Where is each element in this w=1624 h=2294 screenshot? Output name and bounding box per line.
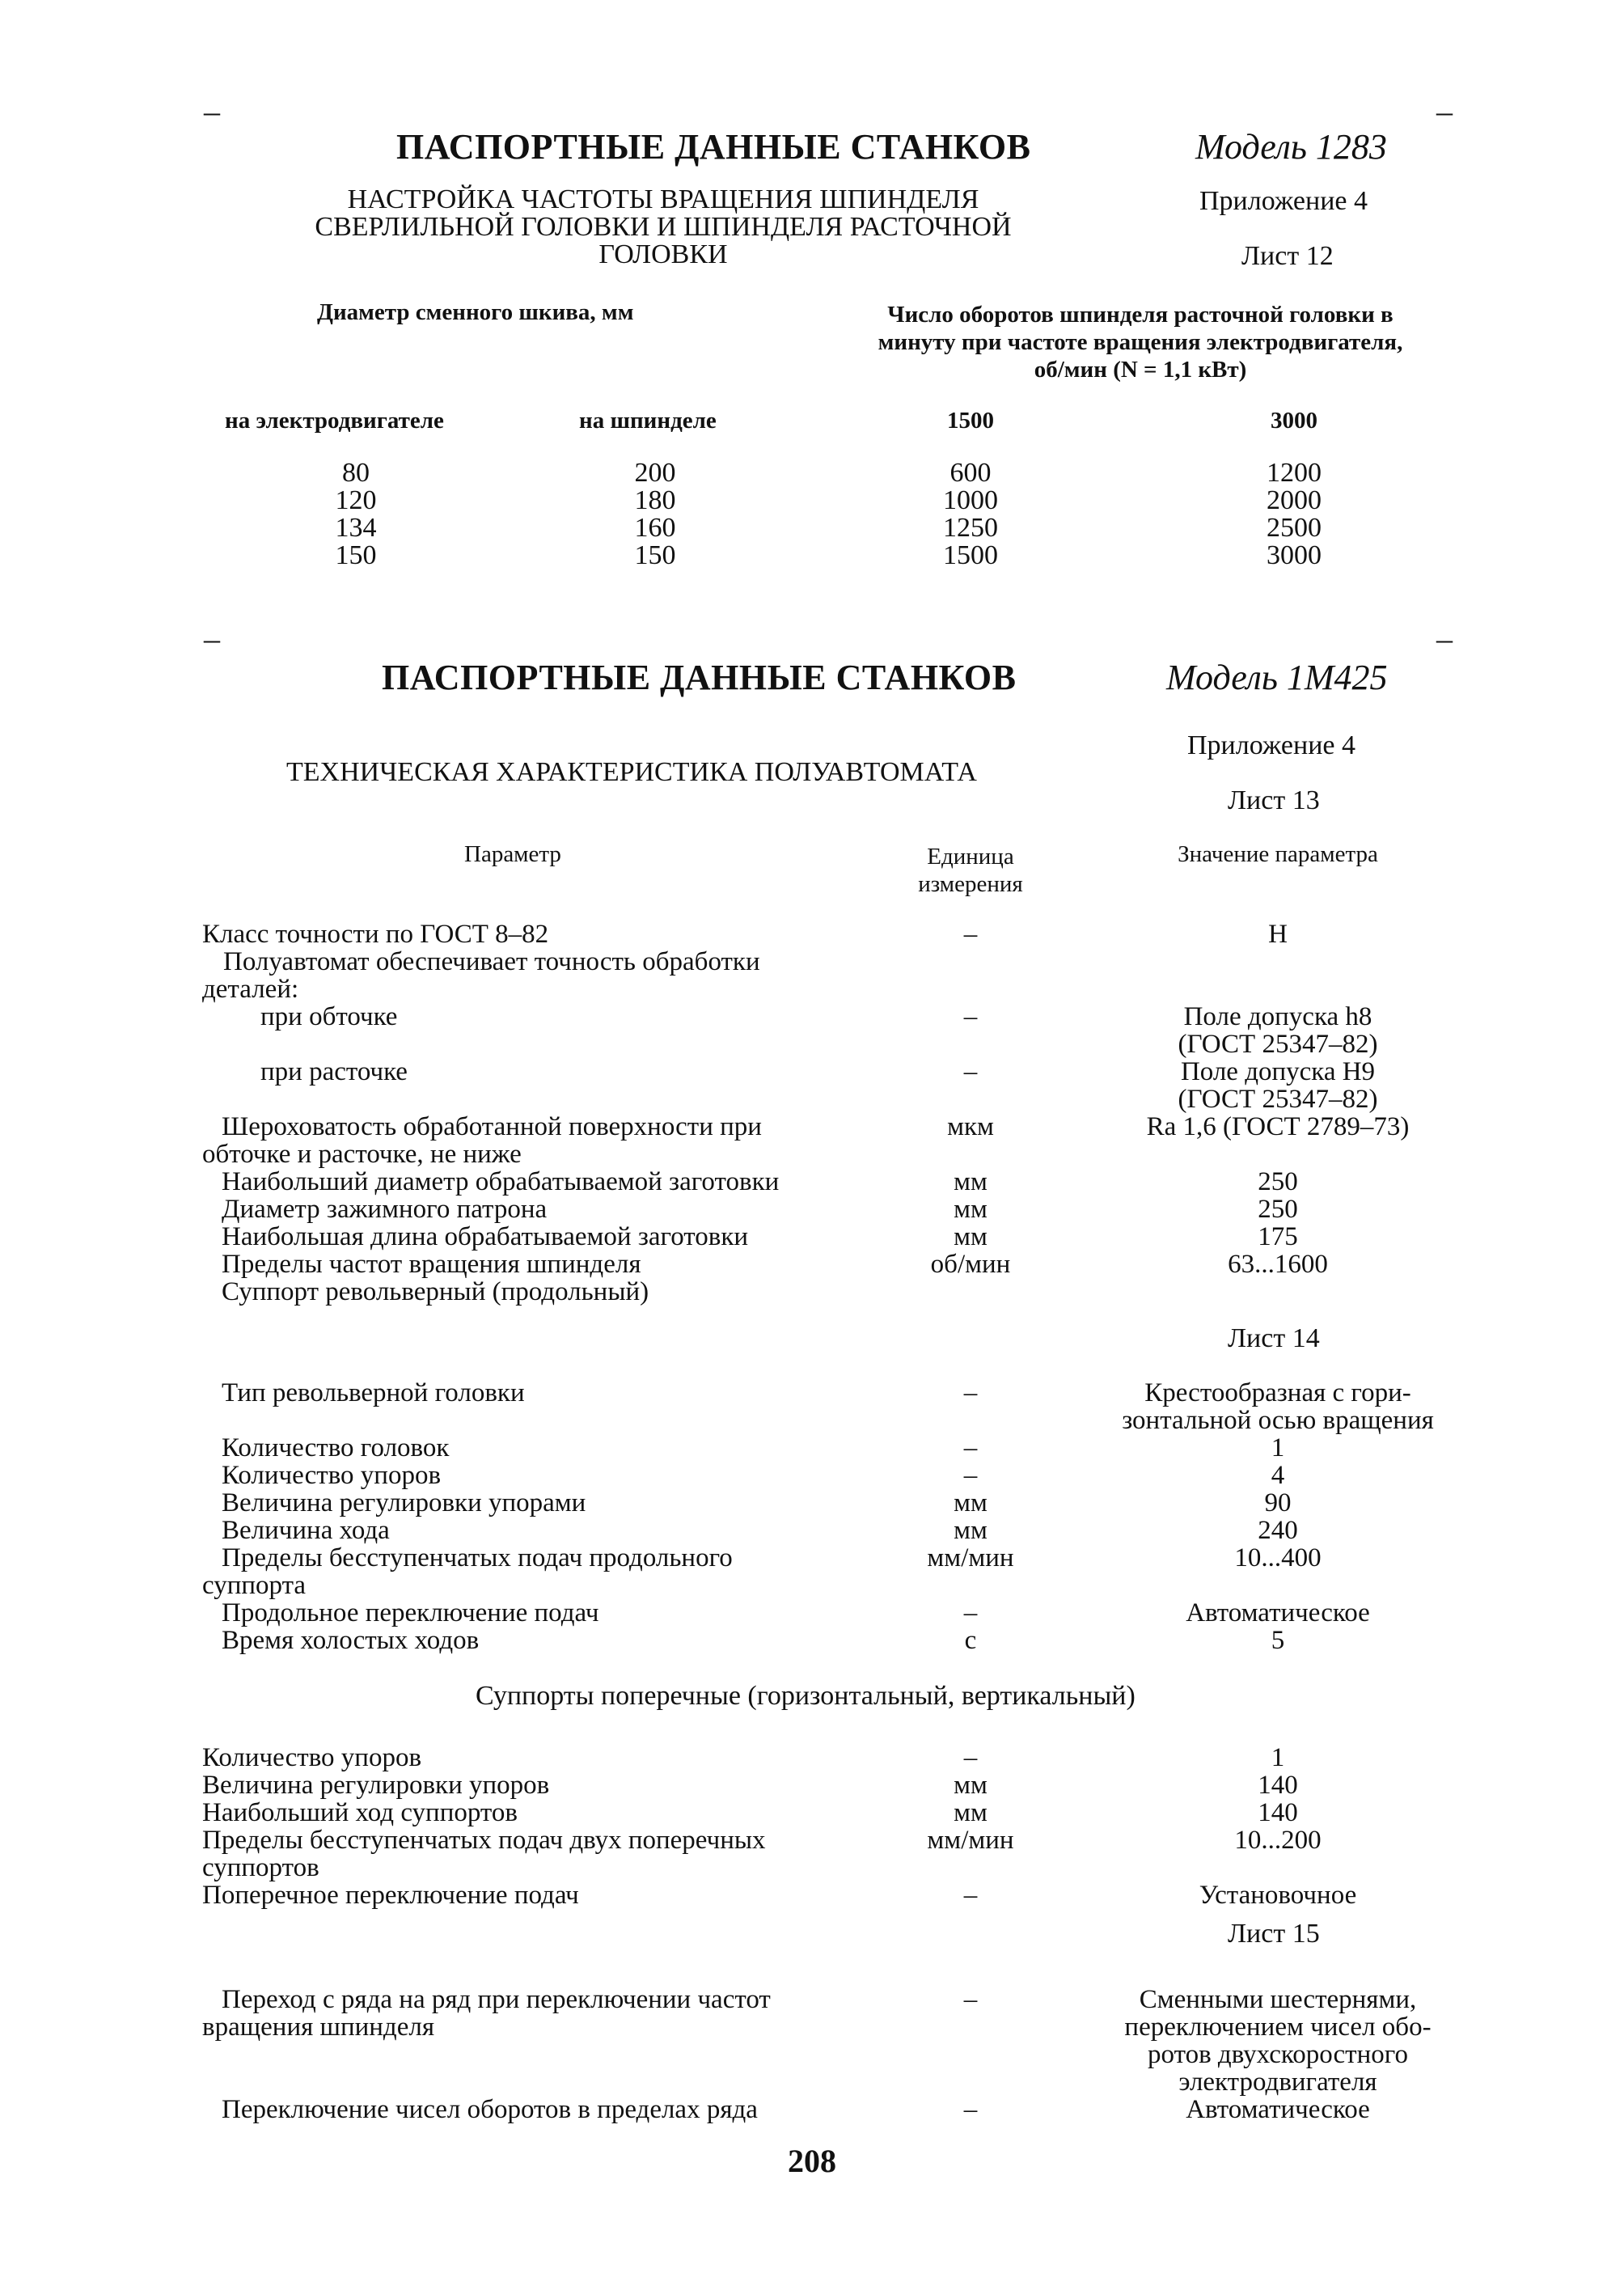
units-block-4 (873, 1986, 1068, 2123)
param-cell: Наибольший ход суппортов (202, 1798, 518, 1827)
col-1500-values (890, 459, 1051, 569)
param-cell: Переход с ряда на ряд при переключении частот (222, 1985, 771, 2014)
sheet-label-13: Лист 13 (1228, 785, 1320, 815)
values-block-3 (1084, 1744, 1472, 1909)
unit-cell (873, 1031, 1068, 1058)
sheet-label: Лист 12 (1241, 241, 1334, 271)
unit-cell: – (963, 1985, 978, 2014)
param-cell: вращения шпинделя (202, 2013, 435, 2042)
values-block-4 (1084, 1986, 1472, 2123)
header-line: минуту при частоте вращения электродвигателя, (878, 329, 1403, 355)
value-cell: Крестообразная с гори- (1144, 1378, 1411, 1407)
table-cell: 1500 (943, 540, 998, 570)
col-label-spindle: на шпинделе (579, 408, 717, 434)
param-cell: суппорта (202, 1571, 307, 1600)
table-cell: 3000 (1267, 540, 1322, 570)
th-unit-line: Единица (927, 844, 1014, 870)
value-cell: 240 (1258, 1516, 1298, 1545)
unit-cell (873, 1407, 1068, 1434)
th-unit (873, 843, 1068, 898)
param-cell: Величина регулировки упоров (202, 1771, 550, 1800)
sheet-label-15: Лист 15 (1228, 1919, 1320, 1949)
param-cell: Класс точности по ГОСТ 8–82 (202, 920, 549, 949)
table-cell: 600 (949, 458, 992, 488)
value-cell: ротов двухскоростного (1148, 2040, 1408, 2069)
model-label: Модель 1283 (1195, 127, 1387, 167)
value-cell: электродвигателя (1178, 2068, 1377, 2097)
value-cell: 1 (1271, 1743, 1285, 1772)
col-label-3000: 3000 (1271, 408, 1317, 434)
param-cell: Шероховатость обработанной поверхности при (222, 1112, 762, 1141)
unit-cell: мм (954, 1516, 988, 1545)
units-block-2 (873, 1379, 1068, 1654)
param-cell: Количество головок (222, 1433, 450, 1462)
param-cell: Диаметр зажимного патрона (222, 1195, 548, 1224)
param-cell: Пределы частот вращения шпинделя (222, 1250, 641, 1279)
param-cell: Время холостых ходов (222, 1626, 480, 1655)
param-cell: при обточке (260, 1002, 398, 1031)
unit-cell: – (963, 2095, 978, 2124)
param-cell: Величина хода (222, 1516, 390, 1545)
params-block-3 (202, 1744, 766, 1909)
param-cell (202, 2068, 771, 2096)
value-cell: 250 (1258, 1195, 1298, 1224)
unit-cell: – (963, 1378, 978, 1407)
params-block-2 (202, 1379, 733, 1654)
cross-supports-heading: Суппорты поперечные (горизонтальный, вертикальный) (476, 1681, 1136, 1711)
params-block-4 (202, 1986, 771, 2123)
unit-cell: мм (954, 1488, 988, 1517)
param-cell: суппортов (202, 1853, 319, 1882)
param-cell: Пределы бесступенчатых подач двух поперечных (202, 1826, 766, 1855)
units-block-3 (873, 1744, 1068, 1909)
param-cell: Продольное переключение подач (222, 1598, 599, 1627)
param-cell (202, 1086, 779, 1113)
value-cell (1084, 1854, 1472, 1881)
unit-cell: об/мин (930, 1250, 1011, 1279)
param-cell: при расточке (260, 1057, 408, 1086)
value-cell: 10...200 (1234, 1826, 1322, 1855)
value-cell: Ra 1,6 (ГОСТ 2789–73) (1146, 1112, 1410, 1141)
top-dash-right: – (1436, 93, 1453, 129)
values-block-1 (1084, 921, 1472, 1306)
header-spindle-rpm (817, 301, 1464, 383)
unit-cell: мм (954, 1195, 988, 1224)
unit-cell: мм (954, 1798, 988, 1827)
value-cell: 90 (1264, 1488, 1292, 1517)
table-cell: 1000 (943, 485, 998, 515)
value-cell: Автоматическое (1186, 1598, 1370, 1627)
param-cell: обточке и расточке, не ниже (202, 1140, 522, 1169)
table-cell: 160 (634, 513, 676, 543)
param-cell: Наибольшая длина обрабатываемой заготовки (222, 1222, 749, 1251)
appendix-label-2: Приложение 4 (1187, 730, 1355, 760)
table-cell: 2500 (1267, 513, 1322, 543)
table-cell: 120 (335, 485, 377, 515)
unit-cell: – (963, 1002, 978, 1031)
params-block-1 (202, 921, 779, 1306)
unit-cell (873, 2041, 1068, 2068)
second-dash-left: – (204, 620, 220, 657)
th-unit-line: измерения (918, 871, 1023, 897)
table-cell: 2000 (1267, 485, 1322, 515)
page-title-2: ПАСПОРТНЫЕ ДАННЫЕ СТАНКОВ (382, 658, 1017, 697)
value-cell: 4 (1271, 1461, 1285, 1490)
value-cell: (ГОСТ 25347–82) (1178, 1030, 1378, 1059)
value-cell: переключением чисел обо- (1124, 2013, 1432, 2042)
unit-cell (873, 2068, 1068, 2096)
table-cell: 150 (634, 540, 676, 570)
value-cell: Поле допуска h8 (1183, 1002, 1372, 1031)
section-subtitle (275, 186, 1051, 269)
param-cell: Количество упоров (222, 1461, 442, 1490)
table-cell: 200 (634, 458, 676, 488)
value-cell: 250 (1258, 1167, 1298, 1196)
value-cell: 140 (1258, 1798, 1298, 1827)
param-cell: Тип револьверной головки (222, 1378, 525, 1407)
value-cell: 1 (1271, 1433, 1285, 1462)
param-cell: Пределы бесступенчатых подач продольного (222, 1543, 733, 1572)
value-cell: Автоматическое (1186, 2095, 1370, 2124)
unit-cell: мм/мин (927, 1826, 1014, 1855)
unit-cell (873, 1278, 1068, 1306)
unit-cell: – (963, 1598, 978, 1627)
header-line: об/мин (N = 1,1 кВт) (1034, 357, 1247, 383)
value-cell: Сменными шестернями, (1139, 1985, 1417, 2014)
table-cell: 1200 (1267, 458, 1322, 488)
value-cell: 175 (1258, 1222, 1298, 1251)
unit-cell (873, 2013, 1068, 2041)
col-label-motor: на электродвигателе (225, 408, 444, 434)
param-cell: Наибольший диаметр обрабатываемой заготовки (222, 1167, 780, 1196)
page-number: 208 (788, 2143, 836, 2179)
value-cell: зонтальной осью вращения (1122, 1406, 1434, 1435)
unit-cell: мм (954, 1222, 988, 1251)
value-cell (1084, 1572, 1472, 1599)
subtitle-line: НАСТРОЙКА ЧАСТОТЫ ВРАЩЕНИЯ ШПИНДЕЛЯ (347, 184, 979, 214)
param-cell: деталей: (202, 975, 299, 1004)
unit-cell: – (963, 1881, 978, 1910)
sheet-label-14: Лист 14 (1228, 1323, 1320, 1353)
col-spindle-values (574, 459, 736, 569)
unit-cell (873, 976, 1068, 1003)
page-title: ПАСПОРТНЫЕ ДАННЫЕ СТАНКОВ (396, 127, 1031, 167)
appendix-label: Приложение 4 (1199, 186, 1368, 216)
values-block-2 (1084, 1379, 1472, 1654)
unit-cell: мм (954, 1167, 988, 1196)
value-cell: 5 (1271, 1626, 1285, 1655)
unit-cell: – (963, 1433, 978, 1462)
table-cell: 134 (335, 513, 377, 543)
second-dash-right: – (1436, 620, 1453, 657)
value-cell: Поле допуска Н9 (1180, 1057, 1376, 1086)
table-cell: 150 (335, 540, 377, 570)
value-cell: 10...400 (1234, 1543, 1322, 1572)
th-parameter: Параметр (464, 841, 561, 867)
unit-cell (873, 948, 1068, 976)
unit-cell (873, 1854, 1068, 1881)
param-cell (202, 2041, 771, 2068)
param-cell: Количество упоров (202, 1743, 422, 1772)
header-line: Число оборотов шпинделя расточной головки в (887, 302, 1394, 328)
subtitle-line: ГОЛОВКИ (598, 239, 728, 269)
units-block-1 (873, 921, 1068, 1306)
value-cell (1084, 948, 1472, 976)
unit-cell: – (963, 920, 978, 949)
col-3000-values (1213, 459, 1375, 569)
th-value: Значение параметра (1178, 841, 1378, 867)
table-cell: 1250 (943, 513, 998, 543)
param-cell: Суппорт револьверный (продольный) (222, 1277, 649, 1306)
value-cell (1084, 976, 1472, 1003)
param-cell: Поперечное переключение подач (202, 1881, 579, 1910)
table-cell: 80 (342, 458, 370, 488)
value-cell: (ГОСТ 25347–82) (1178, 1085, 1378, 1114)
value-cell (1084, 1278, 1472, 1306)
param-cell (202, 1031, 779, 1058)
header-pulley-diameter: Диаметр сменного шкива, мм (317, 299, 634, 325)
unit-cell (873, 1572, 1068, 1599)
value-cell (1084, 1141, 1472, 1168)
unit-cell: мм (954, 1771, 988, 1800)
unit-cell: с (964, 1626, 977, 1655)
param-cell: Величина регулировки упорами (222, 1488, 586, 1517)
value-cell: 140 (1258, 1771, 1298, 1800)
section-subtitle-2: ТЕХНИЧЕСКАЯ ХАРАКТЕРИСТИКА ПОЛУАВТОМАТА (286, 757, 977, 787)
subtitle-line: СВЕРЛИЛЬНОЙ ГОЛОВКИ И ШПИНДЕЛЯ РАСТОЧНОЙ (315, 212, 1012, 242)
unit-cell: – (963, 1057, 978, 1086)
param-cell: Полуавтомат обеспечивает точность обработки (223, 947, 760, 976)
unit-cell: – (963, 1461, 978, 1490)
top-dash-left: – (204, 93, 220, 129)
col-label-1500: 1500 (947, 408, 994, 434)
unit-cell: мкм (947, 1112, 994, 1141)
model-label-2: Модель 1М425 (1166, 658, 1388, 697)
unit-cell: мм/мин (927, 1543, 1014, 1572)
param-cell (202, 1407, 733, 1434)
col-motor-values (275, 459, 437, 569)
unit-cell (873, 1141, 1068, 1168)
value-cell: Установочное (1199, 1881, 1357, 1910)
table-cell: 180 (634, 485, 676, 515)
unit-cell: – (963, 1743, 978, 1772)
value-cell: 63...1600 (1228, 1250, 1328, 1279)
param-cell: Переключение чисел оборотов в пределах ряда (222, 2095, 758, 2124)
value-cell: Н (1268, 920, 1288, 949)
unit-cell (873, 1086, 1068, 1113)
